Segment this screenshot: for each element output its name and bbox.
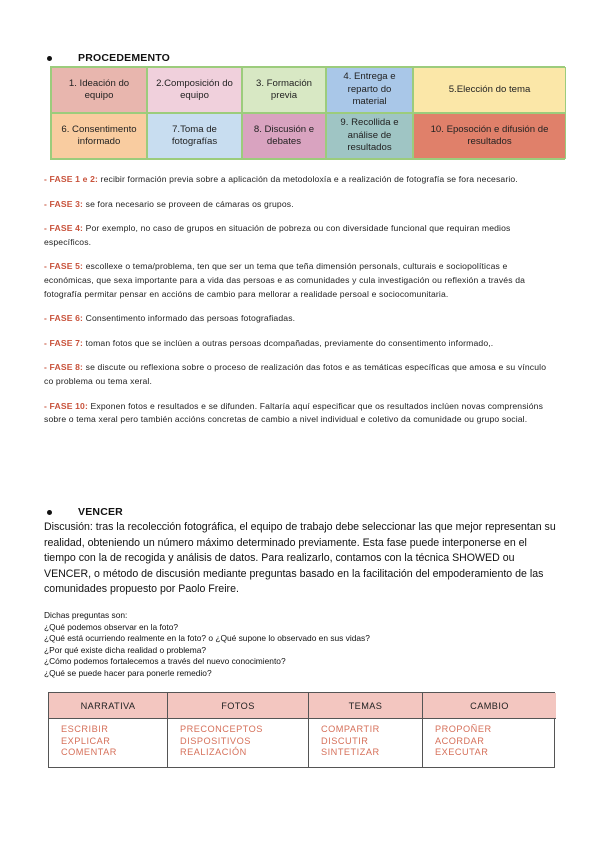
phase-item	[44, 400, 556, 427]
vencer-paragraph: Discusión: tras la recolección fotográfica, el equipo de trabajo debe seleccionar las que mejor representan su realidad, obteniendo un número máximo determinado previamente. Esta fase puede interponerse en el tiempo con la de recogida y análisis de datos. Para realizarlo, contamos con la técnica SHOWED ou VENCER, o método de discusión mediante preguntas basado en la facilitación del empoderamiento de las comunidades propuesto por Paolo Freire.	[44, 521, 556, 596]
phase-item	[44, 222, 556, 249]
table-cell-narrativa	[49, 719, 168, 767]
phase-label: - FASE 6:	[44, 313, 84, 324]
phase-label: - FASE 5:	[44, 261, 84, 272]
phase-label: - FASE 4:	[44, 223, 84, 234]
bullet-icon	[47, 510, 52, 515]
phase-item	[44, 312, 556, 326]
phase-text: se fora necesario se proveen de cámaras os grupos.	[83, 198, 294, 209]
table-cell-item: PROPOÑER	[435, 724, 492, 734]
phase-item	[44, 198, 556, 212]
table-cell-item: DISCUTIR	[321, 735, 369, 746]
table-cell-item: ACORDAR	[435, 735, 485, 746]
procedure-step-4: 4. Entrega e reparto do material	[326, 67, 413, 113]
procedure-step-2: 2.Composición do equipo	[147, 67, 242, 113]
table-cell-item: COMENTAR	[61, 747, 117, 758]
procedemento-title: PROCEDEMENTO	[78, 52, 171, 64]
table-cell-item: EXPLICAR	[61, 735, 111, 746]
procedure-step-7: 7.Toma de fotografías	[147, 113, 242, 159]
table-cell-item: ESCRIBIR	[61, 724, 109, 734]
phase-text: recibir formación previa sobre a aplicación da metodoloxía e a realización de fotografía se fora necesario.	[98, 174, 518, 184]
procedure-step-8: 8. Discusión e debates	[242, 113, 326, 159]
phase-label: - FASE 7:	[44, 337, 84, 348]
table-header-fotos: FOTOS	[168, 693, 309, 719]
table-header-temas: TEMAS	[309, 693, 423, 719]
phase-text: escollexe o tema/problema, ten que ser un tema que teña dimensión personals, culturais e sociopolíticas e económicas, que sexa importante para a vida das persoas e as comunidades y cula investigación ou reflexión a través da fotografía permitar pensar en accións de cambio para mellorar a realidade persoal e sociocomunitaria.	[44, 261, 526, 299]
procedure-step-10: 10. Eposoción e difusión de resultados	[413, 113, 566, 159]
procedemento-heading	[44, 52, 170, 64]
vencer-table	[48, 692, 555, 768]
phase-text: Por exemplo, no caso de grupos en situación de pobreza ou con diversidade funcional que requiran medios específicos.	[44, 223, 511, 247]
table-cell-item: REALIZACIÓN	[180, 747, 247, 758]
question-item: ¿Por qué existe dicha realidad o problema?	[44, 644, 207, 655]
table-cell-temas	[309, 719, 423, 767]
table-cell-item: COMPARTIR	[321, 724, 380, 734]
bullet-icon	[47, 56, 52, 61]
table-row	[49, 719, 554, 767]
phase-item	[44, 173, 556, 187]
table-cell-item: PRECONCEPTOS	[180, 724, 263, 734]
table-cell-cambio	[423, 719, 556, 767]
table-header-row	[49, 693, 554, 719]
phase-item	[44, 337, 556, 351]
question-item: ¿Qué se puede hacer para ponerle remedio?	[44, 667, 212, 678]
table-header-cambio: CAMBIO	[423, 693, 556, 719]
table-cell-item: SINTETIZAR	[321, 747, 380, 758]
phase-text: toman fotos que se inclúen a outras persoas dcompañadas, previamente do consentimento informado,.	[83, 337, 494, 348]
phase-text: Consentimento informado das persoas fotografiadas.	[83, 313, 296, 324]
phase-label: - FASE 8:	[44, 362, 84, 373]
phase-label: - FASE 10:	[44, 400, 89, 411]
questions-intro: Dichas preguntas son:	[44, 610, 128, 620]
procedure-step-5: 5.Elección do tema	[413, 67, 566, 113]
question-item: ¿Qué está ocurriendo realmente en la foto? o ¿Qué supone lo observado en sus vidas?	[44, 633, 370, 644]
question-item: ¿Cómo podemos fortalecemos a través del nuevo conocimiento?	[44, 656, 286, 667]
table-cell-item: DISPOSITIVOS	[180, 735, 251, 746]
vencer-title: VENCER	[78, 506, 123, 518]
procedure-step-1: 1. Ideación do equipo	[51, 67, 147, 113]
procedure-step-9: 9. Recollida e análise de resultados	[326, 113, 413, 159]
procedure-step-6: 6. Consentimento informado	[51, 113, 147, 159]
vencer-heading	[44, 506, 123, 518]
phase-item	[44, 260, 556, 301]
phase-list	[44, 173, 556, 438]
phase-text: se discute ou reflexiona sobre o proceso de realización das fotos e as temáticas específicas que amosa e su vínculo co problema ou tema xeral.	[44, 362, 547, 386]
phase-text: Exponen fotos e resultados e se difunden. Faltaría aquí especificar que os resultados inclúen novas comprensións sobre o tema xeral pero también accións concretas de cambio a nivel individual e coletivo da comunidade ou grupo social.	[44, 400, 544, 425]
procedure-grid	[50, 66, 565, 160]
phase-label: - FASE 3:	[44, 198, 84, 209]
table-cell-item: EXECUTAR	[435, 747, 489, 758]
table-header-narrativa: NARRATIVA	[49, 693, 168, 719]
table-cell-fotos	[168, 719, 309, 767]
procedure-step-3: 3. Formación previa	[242, 67, 326, 113]
phase-label: - FASE 1 e 2:	[44, 174, 99, 184]
phase-item	[44, 361, 556, 388]
question-item: ¿Qué podemos observar en la foto?	[44, 621, 179, 632]
question-list	[44, 610, 564, 680]
